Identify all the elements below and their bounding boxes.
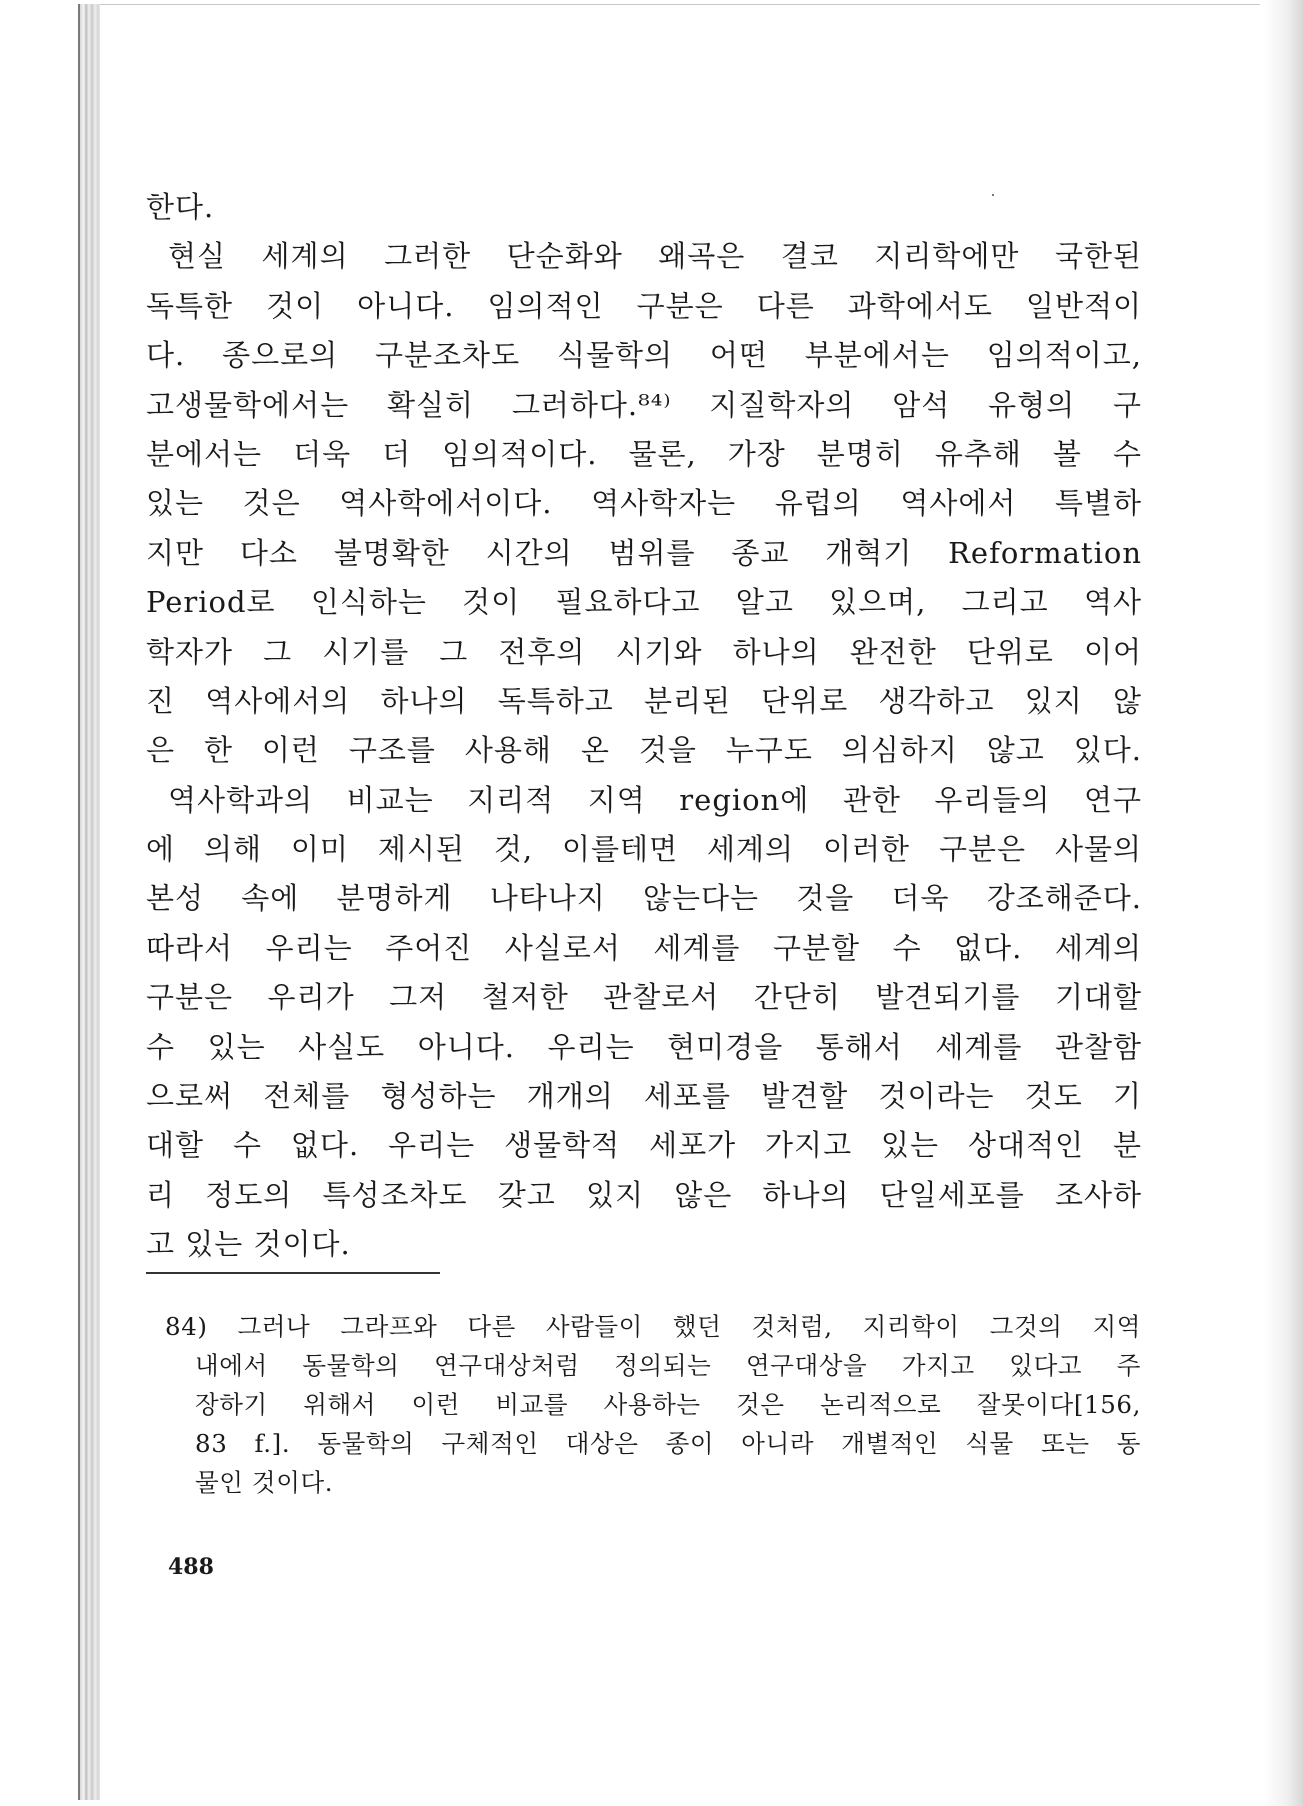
body-line: 현실 세계의 그러한 단순화와 왜곡은 결코 지리학에만 국한된 — [168, 239, 1142, 274]
footnote-rule — [146, 1272, 440, 1274]
body-line: 고 있는 것이다. — [146, 1227, 351, 1262]
body-line: 대할 수 없다. 우리는 생물학적 세포가 가지고 있는 상대적인 분 — [146, 1128, 1142, 1163]
footnote-line: 83 f.]. 동물학의 구체적인 대상은 종이 아니라 개별적인 식물 또는 동 — [195, 1429, 1141, 1458]
body-line: Period로 인식하는 것이 필요하다고 알고 있으며, 그리고 역사 — [146, 585, 1142, 620]
body-line: 리 정도의 특성조차도 갖고 있지 않은 하나의 단일세포를 조사하 — [146, 1177, 1142, 1212]
body-line: 에 의해 이미 제시된 것, 이를테면 세계의 이러한 구분은 사물의 — [146, 832, 1142, 867]
footnote-line: 84) 그러나 그라프와 다른 사람들이 했던 것처럼, 지리학이 그것의 지역 — [165, 1312, 1141, 1341]
footnote-line: 내에서 동물학의 연구대상처럼 정의되는 연구대상을 가지고 있다고 주 — [195, 1351, 1141, 1380]
body-line: 다. 종으로의 구분조차도 식물학의 어떤 부분에서는 임의적이고, — [146, 338, 1142, 373]
body-line: 한다. — [146, 190, 215, 224]
body-line: 따라서 우리는 주어진 사실로서 세계를 구분할 수 없다. 세계의 — [146, 930, 1142, 965]
body-line: 있는 것은 역사학에서이다. 역사학자는 유럽의 역사에서 특별하 — [146, 486, 1142, 521]
body-line: 은 한 이런 구조를 사용해 온 것을 누구도 의심하지 않고 있다. — [146, 733, 1142, 768]
body-line: 지만 다소 불명확한 시간의 범위를 종교 개혁기 Reformation — [146, 535, 1142, 570]
footnote-line: 장하기 위해서 이런 비교를 사용하는 것은 논리적으로 잘못이다[156, — [195, 1390, 1141, 1419]
body-line: 독특한 것이 아니다. 임의적인 구분은 다른 과학에서도 일반적이 — [146, 288, 1142, 323]
body-line: 고생물학에서는 확실히 그러하다.⁸⁴⁾ 지질학자의 암석 유형의 구 — [146, 387, 1142, 422]
body-line: 구분은 우리가 그저 철저한 관찰로서 간단히 발견되기를 기대할 — [146, 980, 1142, 1015]
body-line: 분에서는 더욱 더 임의적이다. 물론, 가장 분명히 유추해 볼 수 — [146, 436, 1142, 471]
page-number: 488 — [168, 1554, 214, 1580]
right-page-edge — [1263, 0, 1303, 1806]
footnote — [165, 1307, 1141, 1502]
footnote-line: 물인 것이다. — [195, 1468, 334, 1497]
body-line: 학자가 그 시기를 그 전후의 시기와 하나의 완전한 단위로 이어 — [146, 634, 1142, 669]
body-text — [146, 183, 1142, 1270]
body-line: 본성 속에 분명하게 나타나지 않는다는 것을 더욱 강조해준다. — [146, 881, 1142, 916]
body-line: 진 역사에서의 하나의 독특하고 분리된 단위로 생각하고 있지 않 — [146, 683, 1142, 718]
body-line: 역사학과의 비교는 지리적 지역 region에 관한 우리들의 연구 — [168, 782, 1142, 817]
body-line: 수 있는 사실도 아니다. 우리는 현미경을 통해서 세계를 관찰함 — [146, 1029, 1142, 1064]
body-line: 으로써 전체를 형성하는 개개의 세포를 발견할 것이라는 것도 기 — [146, 1079, 1142, 1114]
page-stack-edge — [78, 4, 102, 1800]
